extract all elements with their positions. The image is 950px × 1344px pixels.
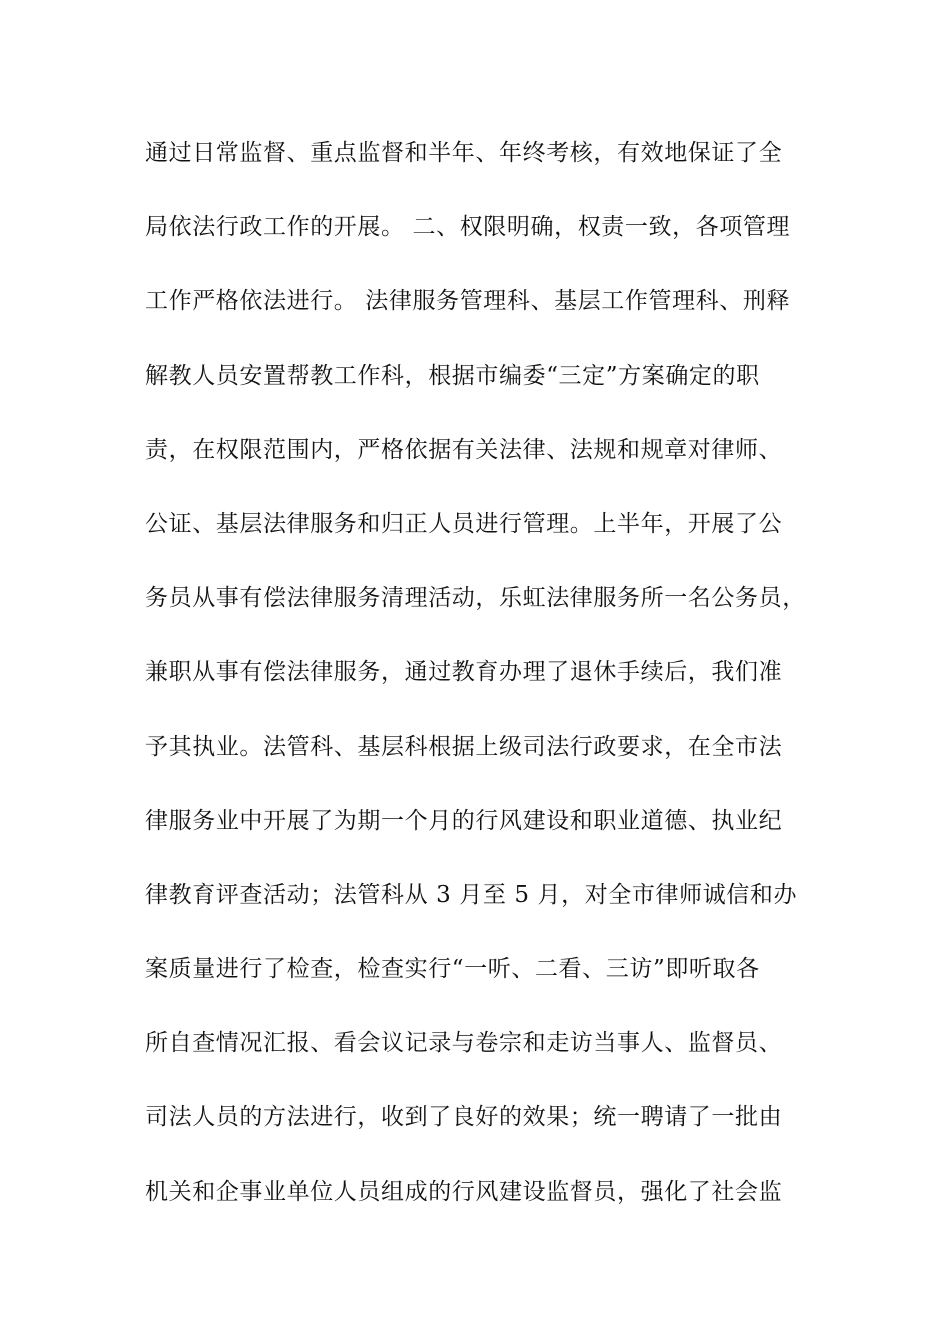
text-line: 律教育评查活动；法管科从 3 月至 5 月，对全市律师诚信和办: [145, 881, 798, 908]
text-line: 所自查情况汇报、看会议记录与卷宗和走访当事人、监督员、: [145, 1030, 783, 1057]
text-line: 解教人员安置帮教工作科，根据市编委“三定”方案确定的职: [145, 362, 760, 389]
text-line: 兼职从事有偿法律服务，通过教育办理了退休手续后，我们准: [145, 659, 783, 686]
body-text: [145, 126, 845, 1239]
text-line: 务员从事有偿法律服务清理活动，乐虹法律服务所一名公务员，: [145, 585, 806, 612]
text-line: 案质量进行了检查，检查实行“一听、二看、三访”即听取各: [145, 956, 760, 983]
text-line: 公证、基层法律服务和归正人员进行管理。上半年，开展了公: [145, 510, 783, 537]
text-line: 予其执业。法管科、基层科根据上级司法行政要求，在全市法: [145, 733, 783, 760]
text-line: 律服务业中开展了为期一个月的行风建设和职业道德、执业纪: [145, 807, 783, 834]
text-line: 局依法行政工作的开展。 二、权限明确，权责一致，各项管理: [145, 214, 791, 241]
text-line: 通过日常监督、重点监督和半年、年终考核，有效地保证了全: [145, 140, 783, 166]
text-line: 工作严格依法进行。 法律服务管理科、基层工作管理科、刑释: [145, 288, 791, 315]
text-line: 责，在权限范围内，严格依据有关法律、法规和规章对律师、: [145, 436, 783, 463]
text-line: 机关和企事业单位人员组成的行风建设监督员，强化了社会监: [145, 1178, 783, 1205]
text-line: 司法人员的方法进行，收到了良好的效果；统一聘请了一批由: [145, 1104, 783, 1131]
